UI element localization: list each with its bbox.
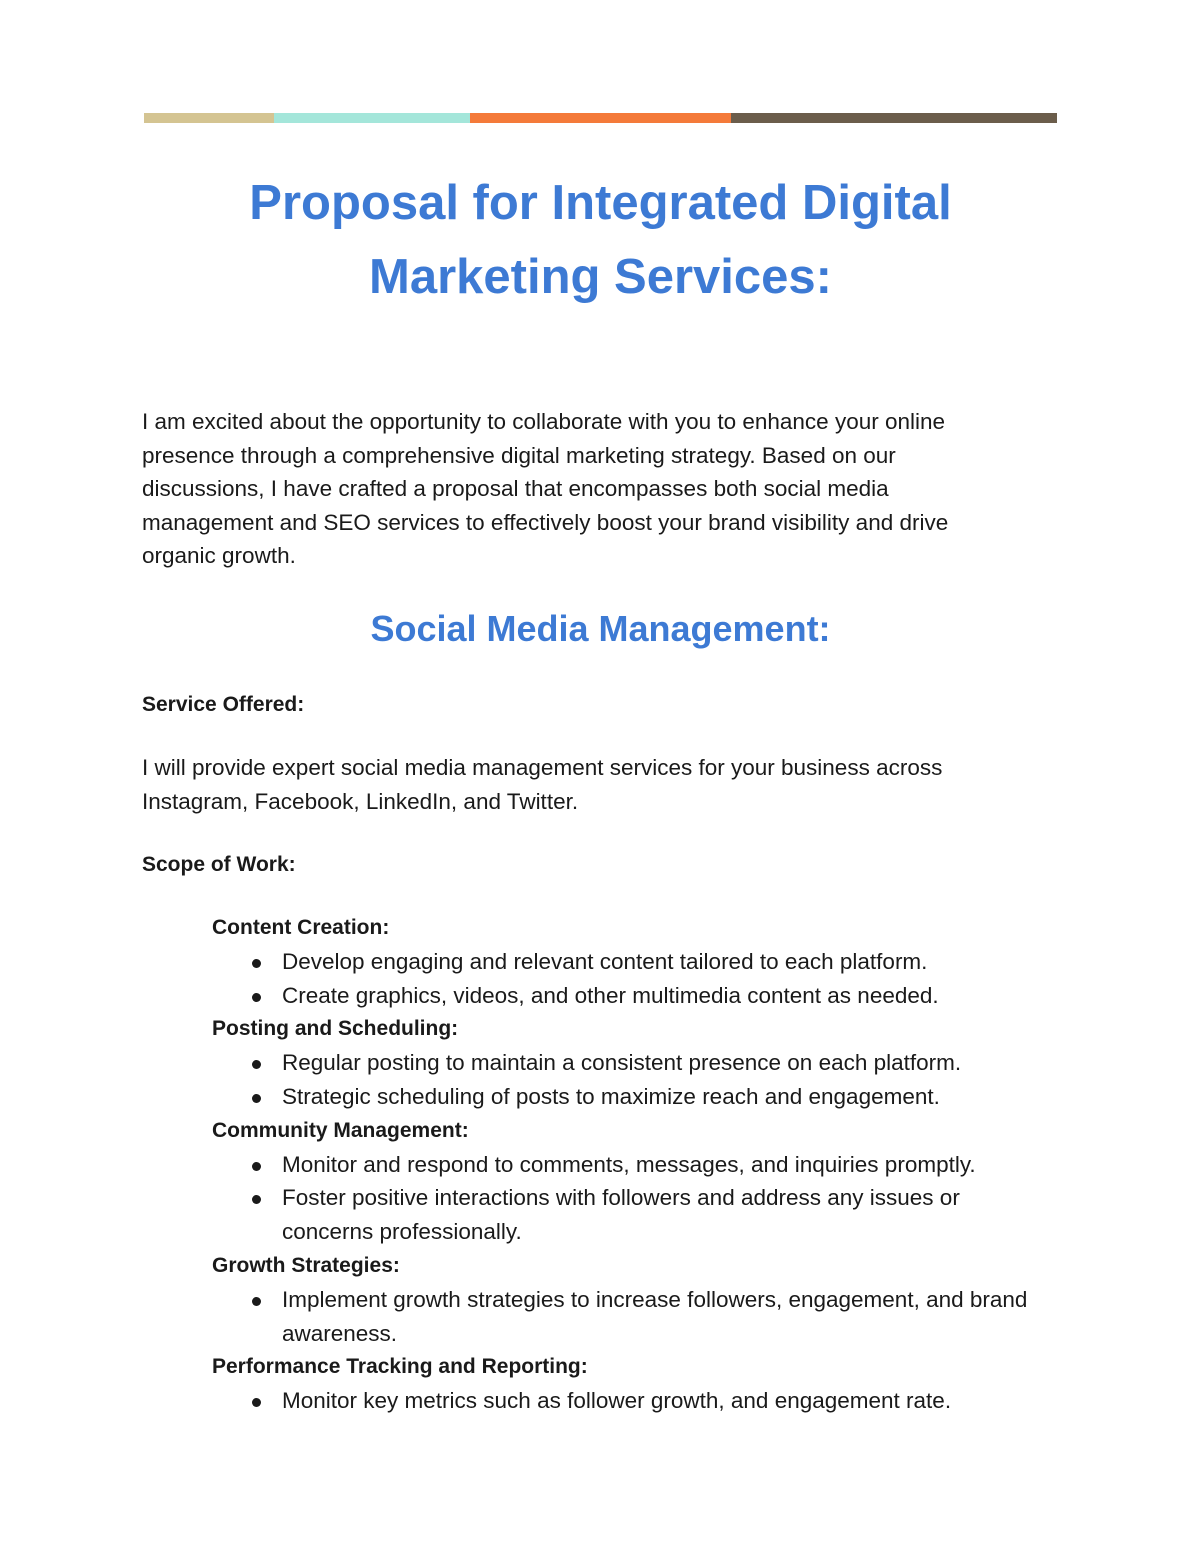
scope-of-work-label: Scope of Work: [142,853,296,876]
scope-group-title: Community Management: [212,1118,469,1142]
list-item [212,1181,1032,1249]
scope-of-work-list [212,911,1032,1418]
scope-group-title: Performance Tracking and Reporting: [212,1355,588,1379]
bullet-icon [252,1398,261,1407]
title-line-1: Proposal for Integrated Digital [249,176,952,230]
section-heading: Social Media Management: [370,608,831,649]
scope-group-title: Content Creation: [212,916,390,939]
bullet-icon [252,993,261,1002]
bullet-list [212,945,1032,1013]
bullet-list [212,1384,1032,1418]
bullet-icon [252,1195,261,1204]
list-item [212,1384,1032,1418]
list-item [212,1283,1032,1351]
list-item-text: Create graphics, videos, and other multimedia content as needed. [282,982,939,1008]
list-item [212,945,1032,979]
list-item [212,1080,1032,1114]
intro-paragraph: I am excited about the opportunity to collaborate with you to enhance your online presence through a comprehensive digital marketing strategy. Based on our discussions, I have crafted a proposal that encompasses both social media management and SEO services to effectively boost your brand visibility and drive organic growth. [142,409,949,568]
list-item [212,979,1032,1013]
color-bar-segment [144,113,274,123]
bullet-list [212,1046,1032,1114]
scope-group-title: Growth Strategies: [212,1253,400,1277]
bullet-icon [252,1162,261,1171]
list-item-text: Regular posting to maintain a consistent presence on each platform. [282,1050,962,1076]
service-offered-text: I will provide expert social media management services for your business across Instagram, Facebook, LinkedIn, and Twitter. [142,755,943,814]
bullet-icon [252,1297,261,1306]
list-item-text: Develop engaging and relevant content tailored to each platform. [282,948,928,974]
list-item-text: Monitor key metrics such as follower growth, and engagement rate. [282,1388,952,1414]
bullet-icon [252,1094,261,1103]
title-line-2: Marketing Services: [369,250,832,304]
color-bar-segment [731,113,1057,123]
color-bar-segment [274,113,470,123]
list-item [212,1148,1032,1182]
bullet-list [212,1283,1032,1351]
list-item-text: Implement growth strategies to increase followers, engagement, and brand awareness. [282,1286,1028,1346]
scope-group-title: Posting and Scheduling: [212,1017,459,1041]
list-item-text: Foster positive interactions with followers and address any issues or concerns professionally. [282,1185,960,1245]
document-title [144,166,1057,314]
list-item-text: Strategic scheduling of posts to maximize reach and engagement. [282,1083,940,1109]
list-item [212,1046,1032,1080]
bullet-icon [252,959,261,968]
bullet-icon [252,1060,261,1069]
service-offered-label: Service Offered: [142,693,305,716]
color-bar-segment [470,113,731,123]
decorative-color-bar [144,113,1057,123]
list-item-text: Monitor and respond to comments, messages, and inquiries promptly. [282,1151,976,1177]
bullet-list [212,1148,1032,1249]
